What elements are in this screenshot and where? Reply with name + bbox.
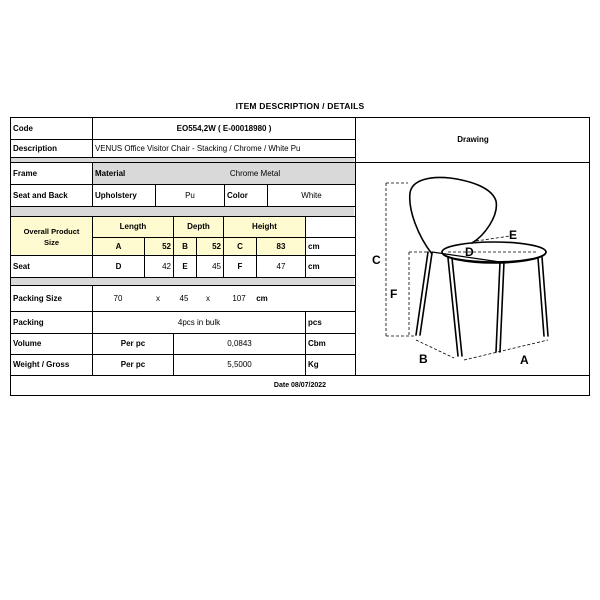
packing-value: 4pcs in bulk — [177, 317, 221, 327]
overall-size-label — [11, 226, 92, 248]
height-header: Height — [252, 222, 277, 231]
drawing-letter-a: A — [520, 353, 529, 367]
dimension-letter-d: D — [115, 261, 122, 271]
code-value: EO554,2W ( E-00018980 ) — [176, 123, 272, 133]
packing-unit: pcs — [308, 317, 322, 327]
description-value: VENUS Office Visitor Chair - Stacking / Chrome / White Pu — [95, 143, 301, 153]
overall-size-label-line1: Overall Product — [23, 227, 80, 236]
dimension-value-d: 42 — [162, 261, 171, 271]
packing-size-times: x — [156, 293, 160, 303]
document-date: Date 08/07/2022 — [273, 382, 327, 389]
weight-unit: Kg — [308, 360, 319, 369]
dimension-letter-e: E — [182, 261, 188, 271]
packing-label: Packing — [13, 317, 44, 327]
upholstery-label: Upholstery — [95, 190, 137, 200]
packing-size-height: 107 — [232, 293, 246, 303]
seat-label: Seat — [13, 261, 30, 271]
dimension-value-a: 52 — [162, 241, 171, 251]
chair-leg — [416, 252, 432, 335]
drawing-letter-d: D — [465, 245, 474, 259]
chair-drawing — [356, 163, 590, 375]
packing-size-width: 45 — [179, 293, 189, 303]
drawing-letter-b: B — [419, 352, 428, 366]
drawing-letter-e: E — [509, 228, 518, 242]
dimension-letter-b: B — [182, 241, 188, 251]
drawing-letter-f: F — [390, 287, 398, 301]
seat-unit: cm — [308, 261, 320, 271]
chair-leg — [496, 262, 504, 352]
overall-unit: cm — [308, 241, 320, 251]
volume-label: Volume — [13, 339, 42, 348]
code-label: Code — [13, 123, 33, 133]
spacer-row — [11, 277, 354, 285]
description-label: Description — [13, 143, 58, 153]
spacer-row — [11, 206, 354, 216]
overall-size-label-line2: Size — [43, 238, 59, 247]
document-title: ITEM DESCRIPTION / DETAILS — [235, 101, 365, 111]
material-label: Material — [95, 168, 126, 178]
weight-per: Per pc — [120, 360, 146, 369]
dimension-letter-c: C — [237, 241, 243, 251]
packing-size-length: 70 — [113, 293, 123, 303]
weight-label: Weight / Gross — [13, 360, 70, 369]
volume-per: Per pc — [120, 339, 146, 348]
dimension-value-b: 52 — [212, 241, 221, 251]
length-header: Length — [119, 222, 147, 231]
dimension-letter-f: F — [237, 261, 243, 271]
drawing-label: Drawing — [457, 135, 489, 144]
volume-unit: Cbm — [308, 339, 326, 348]
color-value: White — [301, 190, 322, 200]
dimension-value-e: 45 — [212, 261, 221, 271]
chair-leg — [448, 258, 462, 356]
seat-back-label: Seat and Back — [13, 190, 68, 200]
packing-size-unit: cm — [256, 293, 268, 303]
chair-leg — [538, 257, 548, 336]
depth-header: Depth — [187, 222, 210, 231]
packing-size-times: x — [206, 293, 210, 303]
packing-size-label: Packing Size — [13, 293, 62, 303]
material-value: Chrome Metal — [229, 168, 281, 178]
dimension-line-a — [464, 340, 548, 360]
volume-value: 0,0843 — [227, 339, 252, 348]
dimension-value-f: 47 — [276, 261, 286, 271]
dimension-value-c: 83 — [276, 241, 286, 251]
dimension-letter-a: A — [115, 241, 122, 251]
upholstery-value: Pu — [185, 190, 195, 200]
frame-label: Frame — [13, 168, 38, 178]
color-label: Color — [227, 190, 248, 200]
drawing-letter-c: C — [372, 253, 381, 267]
weight-value: 5,5000 — [227, 360, 252, 369]
